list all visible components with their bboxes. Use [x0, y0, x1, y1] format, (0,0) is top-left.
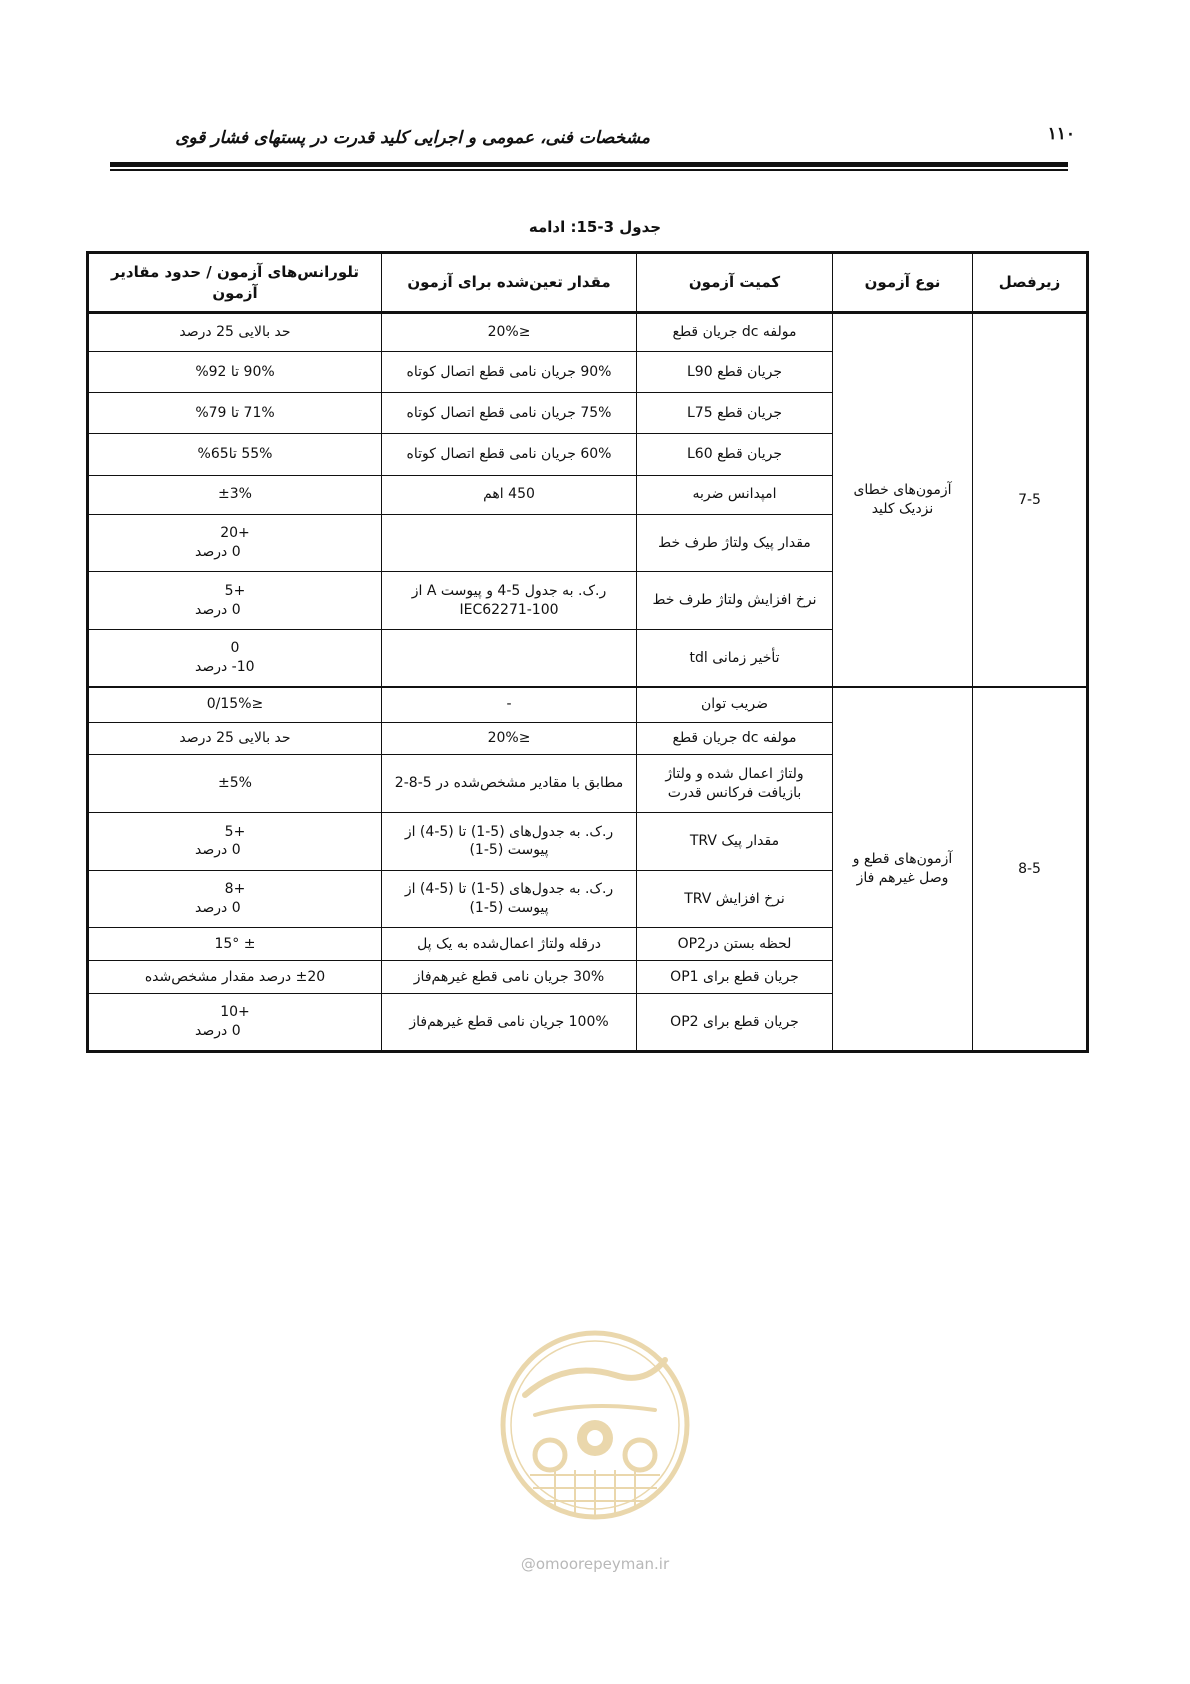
quantity-cell: نرخ افزایش TRV — [637, 870, 833, 928]
spec-table — [86, 251, 1089, 1053]
tolerance-lower: 0 درصد — [195, 1023, 241, 1040]
table-header-row — [88, 253, 1088, 313]
specified-value-cell: ر.ک. به جدول‌های (5-1) تا (5-4) از پیوست (5-1) — [382, 813, 637, 871]
tolerance-lower: 0 درصد — [195, 900, 241, 917]
specified-value-cell: ≤20% — [382, 722, 637, 755]
test-type-cell: آزمون‌های خطای نزدیک کلید — [833, 313, 973, 688]
watermark-logo — [495, 1320, 695, 1530]
tolerance-upper: ±3% — [218, 486, 252, 503]
header-tolerance: تلورانس‌های آزمون / حدود مقادیر آزمون — [88, 253, 382, 313]
tolerance-cell — [88, 687, 382, 722]
header-rule-thin — [110, 169, 1068, 171]
quantity-cell: لحظه بستن درOP2 — [637, 928, 833, 961]
tolerance-cell — [88, 475, 382, 514]
quantity-cell: جریان قطع L75 — [637, 393, 833, 434]
specified-value-cell — [382, 629, 637, 687]
subsection-cell: 8-5 — [973, 687, 1088, 1051]
tolerance-lower: 0 درصد — [195, 601, 241, 618]
tolerance-upper: 0 — [230, 640, 240, 657]
specified-value-cell: ≤20% — [382, 313, 637, 352]
tolerance-cell — [88, 722, 382, 755]
tolerance-cell — [88, 572, 382, 630]
header-rule-thick — [110, 162, 1068, 167]
tolerance-upper: ±5% — [218, 775, 252, 792]
tolerance-lower: 0 درصد — [195, 544, 241, 560]
tolerance-upper: ± 15° — [214, 935, 256, 952]
quantity-cell: مقدار پیک TRV — [637, 813, 833, 871]
tolerance-upper: +8 — [224, 881, 246, 898]
quantity-cell: ضریب توان — [637, 687, 833, 722]
header-quantity: کمیت آزمون — [637, 253, 833, 313]
tolerance-upper: +5 — [224, 582, 246, 599]
tolerance-cell — [88, 629, 382, 687]
tolerance-upper: ≤0/15% — [206, 696, 264, 713]
tolerance-upper: 55% تا65% — [197, 446, 273, 463]
tolerance-cell — [88, 514, 382, 572]
specified-value-cell: مطابق با مقادیر مشخص‌شده در 5-8-2 — [382, 755, 637, 813]
header-subsection: زیرفصل — [973, 253, 1088, 313]
specified-value-cell: 100% جریان نامی قطع غیرهم‌فاز — [382, 994, 637, 1052]
header-test-type: نوع آزمون — [833, 253, 973, 313]
tolerance-cell — [88, 813, 382, 871]
tolerance-upper: +20 — [220, 525, 250, 542]
tolerance-upper: حد بالایی 25 درصد — [179, 324, 291, 341]
tolerance-cell — [88, 928, 382, 961]
tolerance-upper: ±20 درصد مقدار مشخص‌شده — [144, 968, 326, 985]
specified-value-cell: 75% جریان نامی قطع اتصال کوتاه — [382, 393, 637, 434]
watermark-url: @omoorepeyman.ir — [520, 1555, 670, 1573]
tolerance-upper: 71% تا 79% — [195, 404, 275, 421]
tolerance-cell — [88, 755, 382, 813]
quantity-cell: مولفه dc جریان قطع — [637, 313, 833, 352]
table-row — [88, 687, 1088, 722]
tolerance-cell — [88, 393, 382, 434]
test-type-cell: آزمون‌های قطع و وصل غیرهم فاز — [833, 687, 973, 1051]
quantity-cell: مقدار پیک ولتاژ طرف خط — [637, 514, 833, 572]
header-specified-value: مقدار تعین‌شده برای آزمون — [382, 253, 637, 313]
quantity-cell: جریان قطع برای OP2 — [637, 994, 833, 1052]
quantity-cell: جریان قطع L90 — [637, 352, 833, 393]
tolerance-lower: 10- درصد — [195, 659, 255, 675]
tolerance-cell — [88, 961, 382, 994]
running-header-title: مشخصات فنی، عمومی و اجرایی کلید قدرت در پستهای فشار قوی — [175, 128, 650, 148]
specified-value-cell — [382, 514, 637, 572]
tolerance-upper: 90% تا 92% — [195, 363, 275, 380]
quantity-cell: مولفه dc جریان قطع — [637, 722, 833, 755]
tolerance-upper: +10 — [220, 1004, 250, 1021]
specified-value-cell: ر.ک. به جدول 5-4 و پیوست A از IEC62271-100 — [382, 572, 637, 630]
quantity-cell: ولتاژ اعمال شده و ولتاژ بازیافت فرکانس قدرت — [637, 755, 833, 813]
tolerance-upper: حد بالایی 25 درصد — [179, 730, 291, 747]
tolerance-lower: 0 درصد — [195, 842, 241, 859]
quantity-cell: تأخیر زمانی tdl — [637, 629, 833, 687]
table-caption: جدول 3-15: ادامه — [528, 218, 662, 236]
tolerance-cell — [88, 352, 382, 393]
page-number: ۱۱۰ — [1047, 124, 1075, 144]
tolerance-upper: +5 — [224, 823, 246, 840]
quantity-cell: جریان قطع برای OP1 — [637, 961, 833, 994]
specified-value-cell: 30% جریان نامی قطع غیرهم‌فاز — [382, 961, 637, 994]
quantity-cell: امپدانس ضربه — [637, 475, 833, 514]
specified-value-cell: 90% جریان نامی قطع اتصال کوتاه — [382, 352, 637, 393]
specified-value-cell: 450 اهم — [382, 475, 637, 514]
specified-value-cell: - — [382, 687, 637, 722]
quantity-cell: نرخ افزایش ولتاژ طرف خط — [637, 572, 833, 630]
tolerance-cell — [88, 994, 382, 1052]
tolerance-cell — [88, 434, 382, 475]
tolerance-cell — [88, 313, 382, 352]
specified-value-cell: 60% جریان نامی قطع اتصال کوتاه — [382, 434, 637, 475]
subsection-cell: 7-5 — [973, 313, 1088, 688]
tolerance-cell — [88, 870, 382, 928]
specified-value-cell: ر.ک. به جدول‌های (5-1) تا (5-4) از پیوست (5-1) — [382, 870, 637, 928]
table-row — [88, 313, 1088, 352]
specified-value-cell: درقله ولتاژ اعمال‌شده به یک پل — [382, 928, 637, 961]
quantity-cell: جریان قطع L60 — [637, 434, 833, 475]
